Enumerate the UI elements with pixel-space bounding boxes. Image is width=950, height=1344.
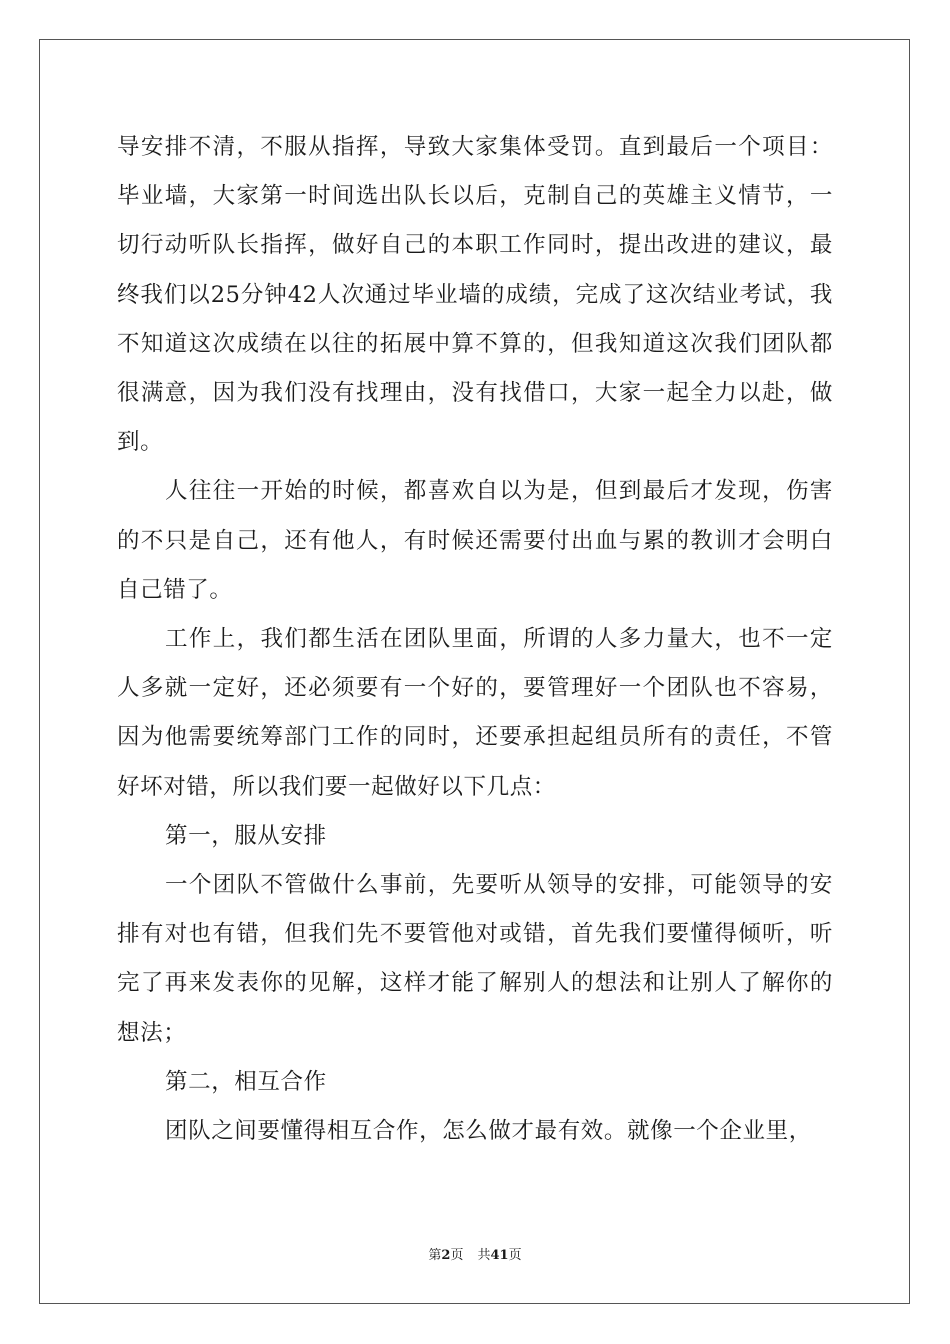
page-number: 2 <box>441 1248 451 1263</box>
section-heading-2: 第二，相互合作 <box>165 1068 327 1095</box>
paragraph-5: 团队之间要懂得相互合作，怎么做才最有效。就像一个企业里， <box>165 1118 812 1145</box>
total-pages: 41 <box>490 1248 509 1263</box>
paragraph-1: 导安排不清，不服从指挥，导致大家集体受罚。直到最后一个项目：毕业墙，大家第一时间选出队长以后，克制自己的英雄主义情节，一切行动听队长指挥，做好自己的本职工作同时，提出改进的建议，最终我们以25分钟42人次通过毕业墙的成绩，完成了这次结业考试，我不知道这次成绩在以往的拓展中算不算的，但我知道这次我们团队都很满意，因为我们没有找理由，没有找借口，大家一起全力以赴，做到。 <box>117 134 833 456</box>
paragraph-2: 人往往一开始的时候，都喜欢自以为是，但到最后才发现，伤害的不只是自己，还有他人，有时候还需要付出血与累的教训才会明白自己错了。 <box>117 478 833 603</box>
paragraph-4: 一个团队不管做什么事前，先要听从领导的安排，可能领导的安排有对也有错，但我们先不要管他对或错，首先我们要懂得倾听，听完了再来发表你的见解，这样才能了解别人的想法和让别人了解你的想法； <box>117 872 833 1046</box>
section-heading-1: 第一，服从安排 <box>165 822 327 849</box>
paragraph-3: 工作上，我们都生活在团队里面，所谓的人多力量大，也不一定人多就一定好，还必须要有一个好的，要管理好一个团队也不容易，因为他需要统筹部门工作的同时，还要承担起组员所有的责任，不管好坏对错，所以我们要一起做好以下几点： <box>117 626 833 800</box>
page-prefix: 第 <box>428 1248 442 1263</box>
total-prefix: 共 <box>477 1248 491 1263</box>
page-footer <box>0 1247 950 1265</box>
document-body <box>117 123 833 1156</box>
page-suffix: 页 <box>450 1248 464 1263</box>
total-suffix: 页 <box>508 1248 522 1263</box>
